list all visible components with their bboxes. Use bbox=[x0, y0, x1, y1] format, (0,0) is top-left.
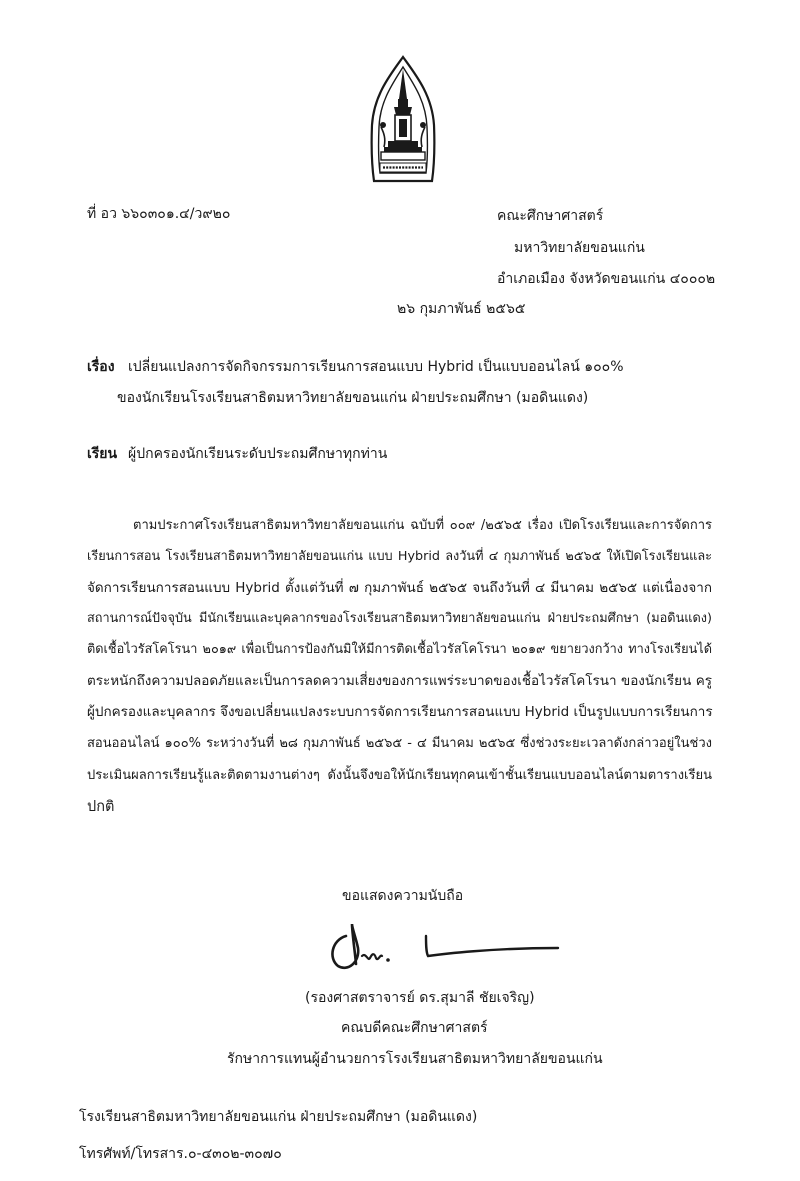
body-line: สถานการณ์ปัจจุบัน มีนักเรียนและบุคลากรของโรงเรียนสาธิตมหาวิทยาลัยขอนแก่น ฝ่ายประถมศึกษา (มอดินแดง) bbox=[87, 611, 712, 626]
subject-line-1: เปลี่ยนแปลงการจัดกิจกรรมการเรียนการสอนแบบ Hybrid เป็นแบบออนไลน์ ๑๐๐% bbox=[128, 359, 624, 375]
handwritten-signature bbox=[322, 918, 562, 978]
sender-faculty: คณะศึกษาศาสตร์ bbox=[497, 208, 604, 224]
signer-name: (รองศาสตราจารย์ ดร.สุมาลี ชัยเจริญ) bbox=[305, 990, 535, 1006]
footer-school: โรงเรียนสาธิตมหาวิทยาลัยขอนแก่น ฝ่ายประถมศึกษา (มอดินแดง) bbox=[79, 1109, 478, 1125]
body-line: เรียนการสอน โรงเรียนสาธิตมหาวิทยาลัยขอนแก่น แบบ Hybrid ลงวันที่ ๔ กุมภาพันธ์ ๒๕๖๕ ให้เปิดโรงเรียนและ bbox=[87, 549, 712, 564]
salutation-label: เรียน bbox=[87, 446, 118, 462]
body-line: จัดการเรียนการสอนแบบ Hybrid ตั้งแต่วันที่ ๗ กุมภาพันธ์ ๒๕๖๕ จนถึงวันที่ ๔ มีนาคม ๒๕๖๕ แต่เนื่องจาก bbox=[87, 580, 712, 596]
signer-title: คณบดีคณะศึกษาศาสตร์ bbox=[341, 1020, 488, 1036]
body-line: ติดเชื้อไวรัสโคโรนา ๒๐๑๙ เพื่อเป็นการป้องกันมิให้มีการติดเชื้อไวรัสโคโรนา ๒๐๑๙ ขยายวงกว้าง ทางโรงเรียนได้ bbox=[87, 642, 712, 657]
body-line: ตระหนักถึงความปลอดภัยและเป็นการลดความเสี่ยงของการแพร่ระบาดของเชื้อไวรัสโคโรนา ของนักเรียน ครู bbox=[87, 673, 712, 689]
body-line: ปกติ bbox=[87, 799, 115, 815]
letter-date: ๒๖ กุมภาพันธ์ ๒๕๖๕ bbox=[397, 301, 526, 317]
university-logo bbox=[368, 55, 438, 185]
closing-phrase: ขอแสดงความนับถือ bbox=[342, 888, 464, 904]
subject-line-2: ของนักเรียนโรงเรียนสาธิตมหาวิทยาลัยขอนแก่น ฝ่ายประถมศึกษา (มอดินแดง) bbox=[117, 390, 589, 406]
sender-address: อำเภอเมือง จังหวัดขอนแก่น ๔๐๐๐๒ bbox=[497, 271, 716, 287]
body-line: ตามประกาศโรงเรียนสาธิตมหาวิทยาลัยขอนแก่น ฉบับที่ ๐๐๙ /๒๕๖๕ เรื่อง เปิดโรงเรียนและการจัดการ bbox=[133, 518, 712, 533]
body-line: สอนออนไลน์ ๑๐๐% ระหว่างวันที่ ๒๘ กุมภาพันธ์ ๒๕๖๕ - ๔ มีนาคม ๒๕๖๕ ซึ่งช่วงระยะเวลาดังกล่าวอยู่ในช่วง bbox=[87, 736, 712, 751]
signer-acting-title: รักษาการแทนผู้อำนวยการโรงเรียนสาธิตมหาวิทยาลัยขอนแก่น bbox=[227, 1051, 603, 1067]
salutation-text: ผู้ปกครองนักเรียนระดับประถมศึกษาทุกท่าน bbox=[128, 446, 388, 462]
sender-university: มหาวิทยาลัยขอนแก่น bbox=[514, 240, 645, 256]
subject-label: เรื่อง bbox=[87, 359, 115, 375]
footer-phone: โทรศัพท์/โทรสาร.๐-๔๓๐๒-๓๐๗๐ bbox=[79, 1146, 282, 1162]
body-line: ประเมินผลการเรียนรู้และติดตามงานต่างๆ ดังนั้นจึงขอให้นักเรียนทุกคนเข้าชั้นเรียนแบบออนไลน์ตามตารางเรียน bbox=[87, 768, 712, 783]
body-line: ผู้ปกครองและบุคลากร จึงขอเปลี่ยนแปลงระบบการจัดการเรียนการสอนแบบ Hybrid เป็นรูปแบบการเรียนการ bbox=[87, 704, 713, 720]
reference-number: ที่ อว ๖๖๐๓๐๑.๔/ว๙๒๐ bbox=[87, 206, 231, 222]
